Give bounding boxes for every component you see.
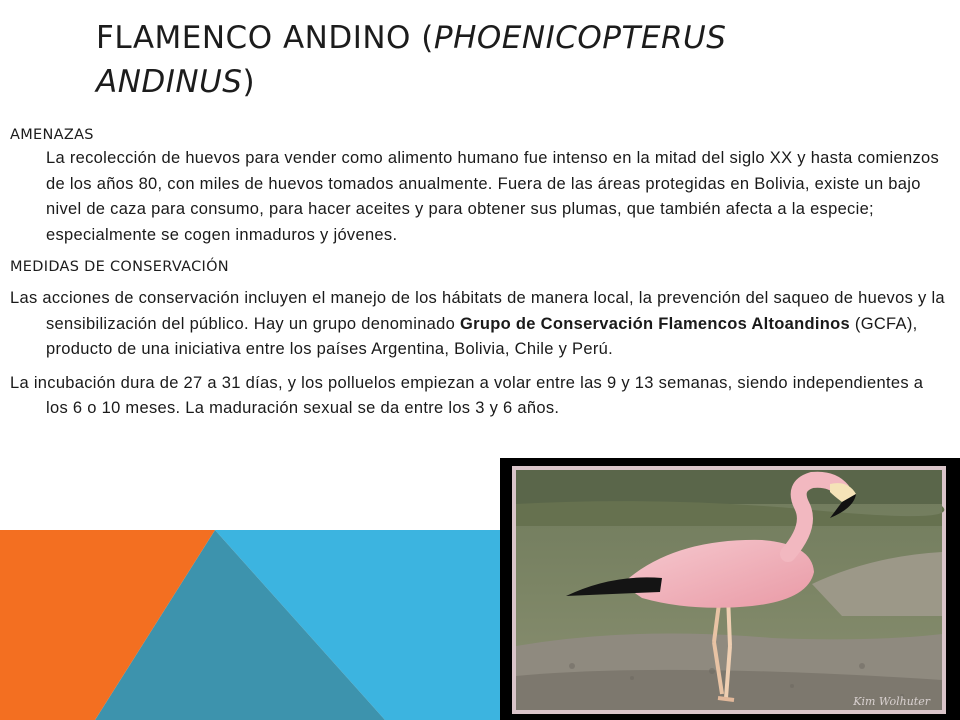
title-prefix: FLAMENCO ANDINO (: [96, 20, 434, 56]
threats-heading: AMENAZAS: [10, 127, 94, 143]
title-species-name: PHOENICOPTERUS ANDINUS: [96, 20, 727, 100]
conservation-text-a: Las acciones de conservación incluyen el manejo de los hábitats de manera local, la prevención del saqueo de huevos y la sensibilización del público. Hay un grupo denominado: [10, 289, 945, 333]
slide-body: [10, 124, 948, 422]
flamingo-photo: [512, 466, 946, 714]
title-suffix: ): [242, 64, 256, 100]
conservation-heading: MEDIDAS DE CONSERVACIÓN: [10, 259, 229, 275]
incubation-paragraph: La incubación dura de 27 a 31 días, y los polluelos empiezan a volar entre las 9 y 13 semanas, siendo independientes a los 6 o 10 meses. La maduración sexual se da entre los 3 y 6 años.: [10, 373, 924, 417]
conservation-text-b: (GCFA), producto de una iniciativa entre los países Argentina, Bolivia, Chile y Perú.: [46, 314, 918, 358]
threats-text: La recolección de huevos para vender como alimento humano fue intenso en la mitad del siglo XX y hasta comienzos de los años 80, con miles de huevos tomados anualmente. Fuera de las áreas protegidas en Bolivia, existe un bajo nivel de caza para consumo, para hacer aceites y para obtener sus plumas, que también afecta a la especie; especialmente se cogen inmaduros y jóvenes.: [46, 149, 940, 244]
slide-title: [96, 16, 816, 104]
gcfa-group-name: Grupo de Conservación Flamencos Altoandinos: [460, 314, 851, 333]
conservation-paragraph: [10, 286, 948, 363]
photo-signature: Kim Wolhuter: [853, 695, 930, 708]
flamingo-photo-frame: [500, 458, 960, 720]
